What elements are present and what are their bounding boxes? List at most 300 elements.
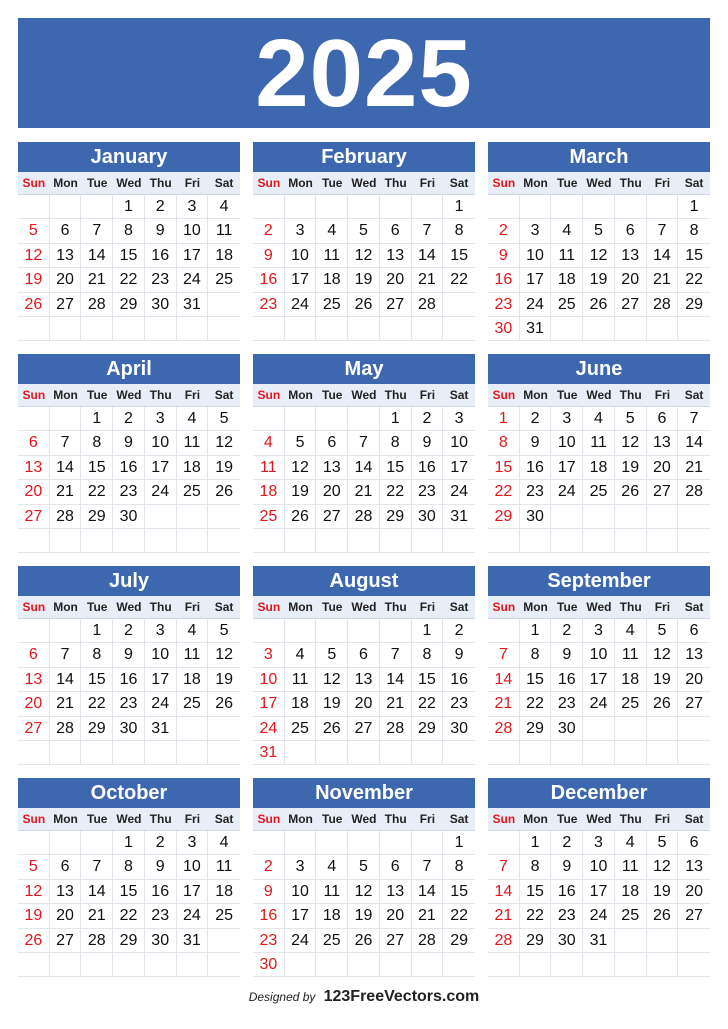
- day-19: 19: [647, 880, 679, 904]
- day-grid: [488, 407, 710, 553]
- day-24: 24: [583, 692, 615, 716]
- day-12: 12: [208, 431, 240, 455]
- weekday-tue: Tue: [87, 812, 108, 826]
- day-30: 30: [443, 717, 475, 741]
- day-23: 23: [551, 692, 583, 716]
- day-10: 10: [520, 244, 552, 268]
- day-26: 26: [18, 293, 50, 317]
- day-4: 4: [253, 431, 285, 455]
- day-21: 21: [412, 904, 444, 928]
- day-11: 11: [551, 244, 583, 268]
- day-6: 6: [316, 431, 348, 455]
- day-3: 3: [285, 219, 317, 243]
- empty-cell: [348, 619, 380, 643]
- month-title: July: [18, 566, 240, 596]
- day-11: 11: [177, 431, 209, 455]
- day-27: 27: [18, 717, 50, 741]
- day-1: 1: [443, 831, 475, 855]
- weekday-fri: Fri: [184, 388, 201, 402]
- weekday-fri: Fri: [184, 812, 201, 826]
- day-grid: [253, 195, 475, 341]
- day-1: 1: [443, 195, 475, 219]
- day-6: 6: [380, 219, 412, 243]
- day-29: 29: [113, 929, 145, 953]
- day-20: 20: [348, 692, 380, 716]
- day-5: 5: [647, 831, 679, 855]
- day-15: 15: [678, 244, 710, 268]
- empty-cell: [678, 741, 710, 765]
- day-13: 13: [50, 880, 82, 904]
- weekday-tue: Tue: [557, 600, 578, 614]
- day-2: 2: [253, 855, 285, 879]
- month-may: [253, 354, 475, 554]
- day-10: 10: [285, 880, 317, 904]
- empty-cell: [113, 953, 145, 977]
- day-14: 14: [488, 668, 520, 692]
- empty-cell: [18, 619, 50, 643]
- day-20: 20: [50, 268, 82, 292]
- day-22: 22: [380, 480, 412, 504]
- empty-cell: [551, 195, 583, 219]
- empty-cell: [285, 619, 317, 643]
- day-27: 27: [647, 480, 679, 504]
- weekday-fri: Fri: [654, 812, 671, 826]
- weekday-sun: Sun: [257, 812, 281, 826]
- weekday-fri: Fri: [419, 600, 436, 614]
- weekday-sat: Sat: [214, 176, 234, 190]
- day-16: 16: [113, 456, 145, 480]
- day-14: 14: [412, 880, 444, 904]
- empty-cell: [316, 831, 348, 855]
- weekday-thu: Thu: [619, 600, 642, 614]
- day-25: 25: [551, 293, 583, 317]
- empty-cell: [145, 741, 177, 765]
- month-title: November: [253, 778, 475, 808]
- day-9: 9: [551, 855, 583, 879]
- weekday-wed: Wed: [351, 812, 377, 826]
- month-title: October: [18, 778, 240, 808]
- day-13: 13: [678, 643, 710, 667]
- day-28: 28: [488, 717, 520, 741]
- empty-cell: [647, 717, 679, 741]
- empty-cell: [208, 293, 240, 317]
- weekday-row: [18, 384, 240, 407]
- day-30: 30: [145, 929, 177, 953]
- day-9: 9: [488, 244, 520, 268]
- day-15: 15: [113, 880, 145, 904]
- day-14: 14: [81, 244, 113, 268]
- day-16: 16: [488, 268, 520, 292]
- day-28: 28: [380, 717, 412, 741]
- day-21: 21: [488, 904, 520, 928]
- day-26: 26: [615, 480, 647, 504]
- day-1: 1: [113, 195, 145, 219]
- day-6: 6: [647, 407, 679, 431]
- day-14: 14: [678, 431, 710, 455]
- day-grid: [253, 407, 475, 553]
- empty-cell: [50, 317, 82, 341]
- day-10: 10: [145, 431, 177, 455]
- empty-cell: [583, 505, 615, 529]
- weekday-row: [18, 596, 240, 619]
- weekday-tue: Tue: [557, 812, 578, 826]
- day-15: 15: [380, 456, 412, 480]
- day-18: 18: [316, 904, 348, 928]
- day-9: 9: [253, 244, 285, 268]
- day-14: 14: [647, 244, 679, 268]
- day-grid: [18, 831, 240, 977]
- day-18: 18: [253, 480, 285, 504]
- day-30: 30: [520, 505, 552, 529]
- day-23: 23: [145, 904, 177, 928]
- day-1: 1: [678, 195, 710, 219]
- day-12: 12: [348, 880, 380, 904]
- day-23: 23: [412, 480, 444, 504]
- day-10: 10: [253, 668, 285, 692]
- day-20: 20: [678, 880, 710, 904]
- day-24: 24: [443, 480, 475, 504]
- day-4: 4: [208, 831, 240, 855]
- empty-cell: [380, 831, 412, 855]
- weekday-wed: Wed: [586, 812, 612, 826]
- day-5: 5: [348, 219, 380, 243]
- weekday-tue: Tue: [322, 600, 343, 614]
- day-25: 25: [316, 293, 348, 317]
- weekday-mon: Mon: [523, 176, 548, 190]
- weekday-fri: Fri: [419, 812, 436, 826]
- empty-cell: [412, 529, 444, 553]
- day-24: 24: [285, 929, 317, 953]
- day-7: 7: [412, 219, 444, 243]
- empty-cell: [583, 953, 615, 977]
- day-14: 14: [50, 668, 82, 692]
- day-16: 16: [551, 880, 583, 904]
- empty-cell: [551, 741, 583, 765]
- month-title: February: [253, 142, 475, 172]
- empty-cell: [443, 529, 475, 553]
- empty-cell: [412, 195, 444, 219]
- day-3: 3: [520, 219, 552, 243]
- empty-cell: [81, 953, 113, 977]
- weekday-thu: Thu: [384, 812, 407, 826]
- day-30: 30: [145, 293, 177, 317]
- weekday-fri: Fri: [654, 176, 671, 190]
- weekday-tue: Tue: [557, 176, 578, 190]
- day-19: 19: [285, 480, 317, 504]
- day-5: 5: [316, 643, 348, 667]
- day-24: 24: [177, 268, 209, 292]
- day-22: 22: [81, 480, 113, 504]
- day-27: 27: [18, 505, 50, 529]
- day-19: 19: [208, 668, 240, 692]
- empty-cell: [316, 407, 348, 431]
- day-24: 24: [145, 692, 177, 716]
- day-grid: [253, 619, 475, 765]
- day-29: 29: [412, 717, 444, 741]
- weekday-sat: Sat: [214, 388, 234, 402]
- day-20: 20: [50, 904, 82, 928]
- empty-cell: [348, 407, 380, 431]
- footer: [0, 988, 728, 1006]
- day-31: 31: [177, 293, 209, 317]
- weekday-row: [18, 808, 240, 831]
- day-4: 4: [615, 619, 647, 643]
- day-grid: [488, 831, 710, 977]
- day-24: 24: [285, 293, 317, 317]
- day-14: 14: [348, 456, 380, 480]
- day-6: 6: [18, 431, 50, 455]
- day-23: 23: [145, 268, 177, 292]
- empty-cell: [348, 317, 380, 341]
- day-26: 26: [285, 505, 317, 529]
- day-16: 16: [520, 456, 552, 480]
- month-december: [488, 778, 710, 978]
- day-1: 1: [81, 619, 113, 643]
- empty-cell: [380, 953, 412, 977]
- day-21: 21: [348, 480, 380, 504]
- day-25: 25: [177, 692, 209, 716]
- weekday-thu: Thu: [619, 176, 642, 190]
- day-28: 28: [412, 293, 444, 317]
- day-4: 4: [615, 831, 647, 855]
- day-28: 28: [81, 293, 113, 317]
- day-14: 14: [81, 880, 113, 904]
- day-20: 20: [678, 668, 710, 692]
- day-8: 8: [380, 431, 412, 455]
- day-22: 22: [113, 268, 145, 292]
- empty-cell: [551, 505, 583, 529]
- day-10: 10: [583, 643, 615, 667]
- day-13: 13: [380, 880, 412, 904]
- day-6: 6: [615, 219, 647, 243]
- empty-cell: [113, 529, 145, 553]
- day-15: 15: [488, 456, 520, 480]
- empty-cell: [615, 529, 647, 553]
- day-4: 4: [316, 219, 348, 243]
- day-12: 12: [348, 244, 380, 268]
- day-1: 1: [488, 407, 520, 431]
- day-11: 11: [615, 643, 647, 667]
- empty-cell: [551, 953, 583, 977]
- day-23: 23: [113, 480, 145, 504]
- day-2: 2: [551, 619, 583, 643]
- day-22: 22: [412, 692, 444, 716]
- day-5: 5: [615, 407, 647, 431]
- day-27: 27: [316, 505, 348, 529]
- empty-cell: [145, 505, 177, 529]
- day-21: 21: [678, 456, 710, 480]
- day-11: 11: [177, 643, 209, 667]
- day-29: 29: [488, 505, 520, 529]
- empty-cell: [177, 741, 209, 765]
- day-6: 6: [50, 219, 82, 243]
- day-8: 8: [113, 219, 145, 243]
- day-8: 8: [443, 855, 475, 879]
- weekday-mon: Mon: [288, 388, 313, 402]
- day-9: 9: [145, 855, 177, 879]
- day-18: 18: [285, 692, 317, 716]
- day-grid: [488, 195, 710, 341]
- weekday-tue: Tue: [87, 388, 108, 402]
- empty-cell: [551, 317, 583, 341]
- empty-cell: [488, 953, 520, 977]
- empty-cell: [285, 953, 317, 977]
- month-june: [488, 354, 710, 554]
- day-6: 6: [348, 643, 380, 667]
- month-title: April: [18, 354, 240, 384]
- day-26: 26: [583, 293, 615, 317]
- day-17: 17: [177, 244, 209, 268]
- weekday-sat: Sat: [684, 176, 704, 190]
- empty-cell: [208, 929, 240, 953]
- day-13: 13: [50, 244, 82, 268]
- empty-cell: [208, 505, 240, 529]
- weekday-sat: Sat: [684, 388, 704, 402]
- day-26: 26: [348, 929, 380, 953]
- empty-cell: [50, 195, 82, 219]
- day-15: 15: [520, 880, 552, 904]
- day-14: 14: [380, 668, 412, 692]
- day-19: 19: [615, 456, 647, 480]
- weekday-row: [253, 808, 475, 831]
- weekday-sun: Sun: [492, 388, 516, 402]
- weekday-row: [18, 172, 240, 195]
- empty-cell: [208, 529, 240, 553]
- day-18: 18: [615, 668, 647, 692]
- day-2: 2: [520, 407, 552, 431]
- day-21: 21: [50, 692, 82, 716]
- weekday-thu: Thu: [384, 600, 407, 614]
- weekday-mon: Mon: [53, 600, 78, 614]
- empty-cell: [615, 741, 647, 765]
- day-17: 17: [145, 456, 177, 480]
- day-25: 25: [583, 480, 615, 504]
- day-23: 23: [520, 480, 552, 504]
- month-title: June: [488, 354, 710, 384]
- weekday-row: [488, 172, 710, 195]
- empty-cell: [615, 717, 647, 741]
- weekday-sat: Sat: [214, 600, 234, 614]
- day-11: 11: [583, 431, 615, 455]
- day-3: 3: [285, 855, 317, 879]
- weekday-sat: Sat: [214, 812, 234, 826]
- day-18: 18: [316, 268, 348, 292]
- day-21: 21: [488, 692, 520, 716]
- day-29: 29: [81, 505, 113, 529]
- empty-cell: [208, 717, 240, 741]
- day-17: 17: [253, 692, 285, 716]
- weekday-mon: Mon: [288, 176, 313, 190]
- day-22: 22: [113, 904, 145, 928]
- empty-cell: [647, 195, 679, 219]
- weekday-sun: Sun: [22, 388, 46, 402]
- day-17: 17: [285, 268, 317, 292]
- empty-cell: [81, 831, 113, 855]
- weekday-wed: Wed: [351, 388, 377, 402]
- weekday-row: [488, 596, 710, 619]
- weekday-wed: Wed: [586, 600, 612, 614]
- day-27: 27: [348, 717, 380, 741]
- day-7: 7: [380, 643, 412, 667]
- day-7: 7: [81, 219, 113, 243]
- day-3: 3: [253, 643, 285, 667]
- day-22: 22: [443, 268, 475, 292]
- empty-cell: [380, 195, 412, 219]
- day-13: 13: [18, 456, 50, 480]
- day-22: 22: [520, 692, 552, 716]
- empty-cell: [253, 619, 285, 643]
- day-18: 18: [177, 668, 209, 692]
- day-8: 8: [113, 855, 145, 879]
- empty-cell: [253, 407, 285, 431]
- day-21: 21: [81, 268, 113, 292]
- empty-cell: [285, 831, 317, 855]
- day-10: 10: [583, 855, 615, 879]
- day-17: 17: [583, 880, 615, 904]
- day-9: 9: [520, 431, 552, 455]
- day-24: 24: [177, 904, 209, 928]
- day-7: 7: [647, 219, 679, 243]
- day-27: 27: [380, 293, 412, 317]
- empty-cell: [615, 505, 647, 529]
- weekday-tue: Tue: [557, 388, 578, 402]
- day-6: 6: [678, 831, 710, 855]
- day-12: 12: [18, 880, 50, 904]
- day-9: 9: [412, 431, 444, 455]
- day-1: 1: [412, 619, 444, 643]
- day-10: 10: [285, 244, 317, 268]
- day-17: 17: [285, 904, 317, 928]
- empty-cell: [177, 505, 209, 529]
- day-17: 17: [145, 668, 177, 692]
- empty-cell: [81, 195, 113, 219]
- day-12: 12: [615, 431, 647, 455]
- empty-cell: [208, 317, 240, 341]
- weekday-wed: Wed: [116, 812, 142, 826]
- empty-cell: [443, 317, 475, 341]
- day-23: 23: [253, 929, 285, 953]
- day-9: 9: [145, 219, 177, 243]
- day-28: 28: [81, 929, 113, 953]
- day-27: 27: [380, 929, 412, 953]
- day-grid: [18, 619, 240, 765]
- empty-cell: [678, 505, 710, 529]
- day-10: 10: [177, 219, 209, 243]
- empty-cell: [380, 529, 412, 553]
- empty-cell: [113, 741, 145, 765]
- empty-cell: [520, 953, 552, 977]
- empty-cell: [81, 317, 113, 341]
- day-13: 13: [678, 855, 710, 879]
- empty-cell: [678, 717, 710, 741]
- day-9: 9: [113, 643, 145, 667]
- day-29: 29: [380, 505, 412, 529]
- weekday-row: [253, 384, 475, 407]
- day-8: 8: [678, 219, 710, 243]
- weekday-sun: Sun: [257, 388, 281, 402]
- empty-cell: [316, 317, 348, 341]
- empty-cell: [647, 505, 679, 529]
- day-12: 12: [316, 668, 348, 692]
- day-28: 28: [348, 505, 380, 529]
- empty-cell: [551, 529, 583, 553]
- day-14: 14: [412, 244, 444, 268]
- day-2: 2: [551, 831, 583, 855]
- day-2: 2: [145, 195, 177, 219]
- empty-cell: [488, 619, 520, 643]
- empty-cell: [443, 953, 475, 977]
- day-20: 20: [615, 268, 647, 292]
